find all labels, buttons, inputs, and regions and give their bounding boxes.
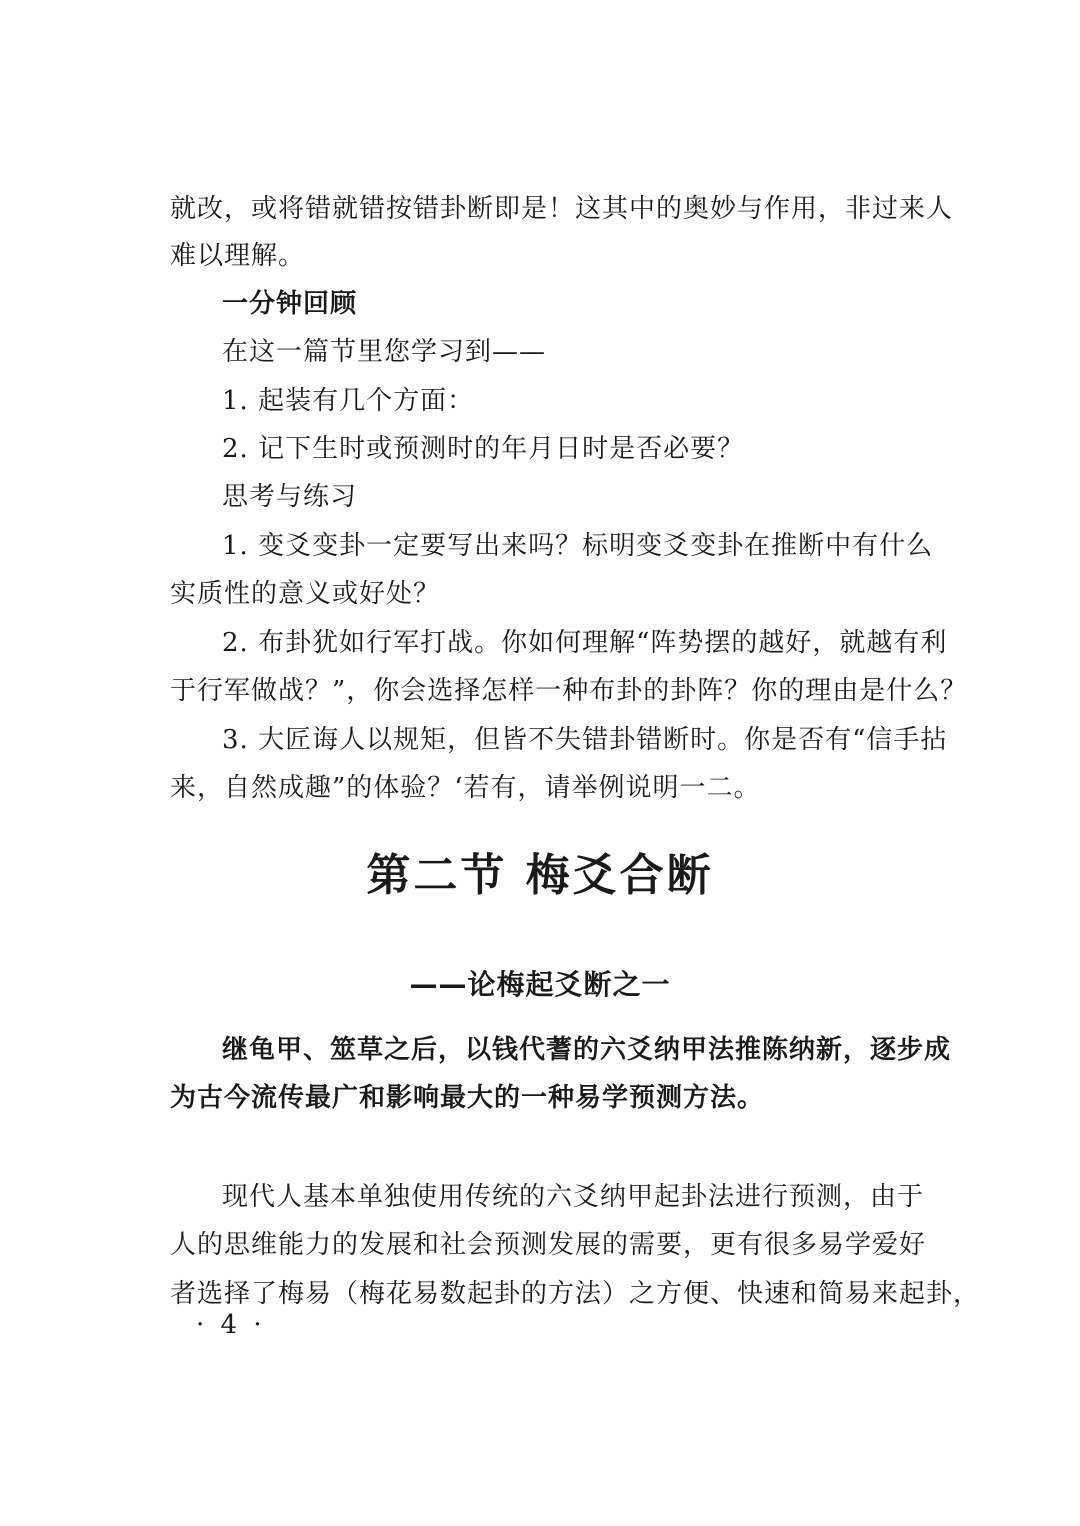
paragraph-line: 难以理解。 (170, 241, 306, 271)
paragraph-line: 继龟甲、筮草之后，以钱代蓍的六爻纳甲法推陈纳新，逐步成 (222, 1035, 952, 1065)
paragraph-line: 现代人基本单独使用传统的六爻纳甲起卦法进行预测，由于 (222, 1182, 925, 1212)
list-item: 1. 起装有几个方面： (222, 386, 475, 416)
section-title-exercise: 思考与练习 (222, 482, 358, 512)
paragraph-line: 于行军做战？”，你会选择怎样一种布卦的卦阵？你的理由是什么？ (170, 676, 968, 706)
paragraph-line: 人的思维能力的发展和社会预测发展的需要，更有很多易学爱好 (170, 1230, 927, 1260)
chapter-heading: 第二节 梅爻合断 (366, 850, 714, 901)
paragraph-line: 来，自然成趣”的体验？‘若有，请举例说明一二。 (170, 773, 761, 803)
page-number: · 4 · (196, 1310, 266, 1340)
list-item: 3. 大匠诲人以规矩，但皆不失错卦错断时。你是否有“信手拈 (222, 725, 948, 755)
list-item: 2. 记下生时或预测时的年月日时是否必要？ (222, 434, 745, 464)
chapter-subheading: ——论梅起爻断之一 (409, 968, 671, 1001)
list-item: 2. 布卦犹如行军打战。你如何理解“阵势摆的越好，就越有利 (222, 628, 948, 658)
paragraph-line: 就改，或将错就错按错卦断即是！这其中的奥妙与作用，非过来人 (170, 194, 954, 224)
paragraph-line: 实质性的意义或好处？ (170, 579, 441, 609)
list-item: 1. 变爻变卦一定要写出来吗？标明变爻变卦在推断中有什么 (222, 531, 934, 561)
paragraph-line: 者选择了梅易（梅花易数起卦的方法）之方便、快速和简易来起卦， (170, 1279, 981, 1309)
paragraph-line: 为古今流传最广和影响最大的一种易学预测方法。 (170, 1083, 765, 1113)
section-title-review: 一分钟回顾 (222, 289, 358, 319)
paragraph-line: 在这一篇节里您学习到—— (222, 337, 547, 367)
